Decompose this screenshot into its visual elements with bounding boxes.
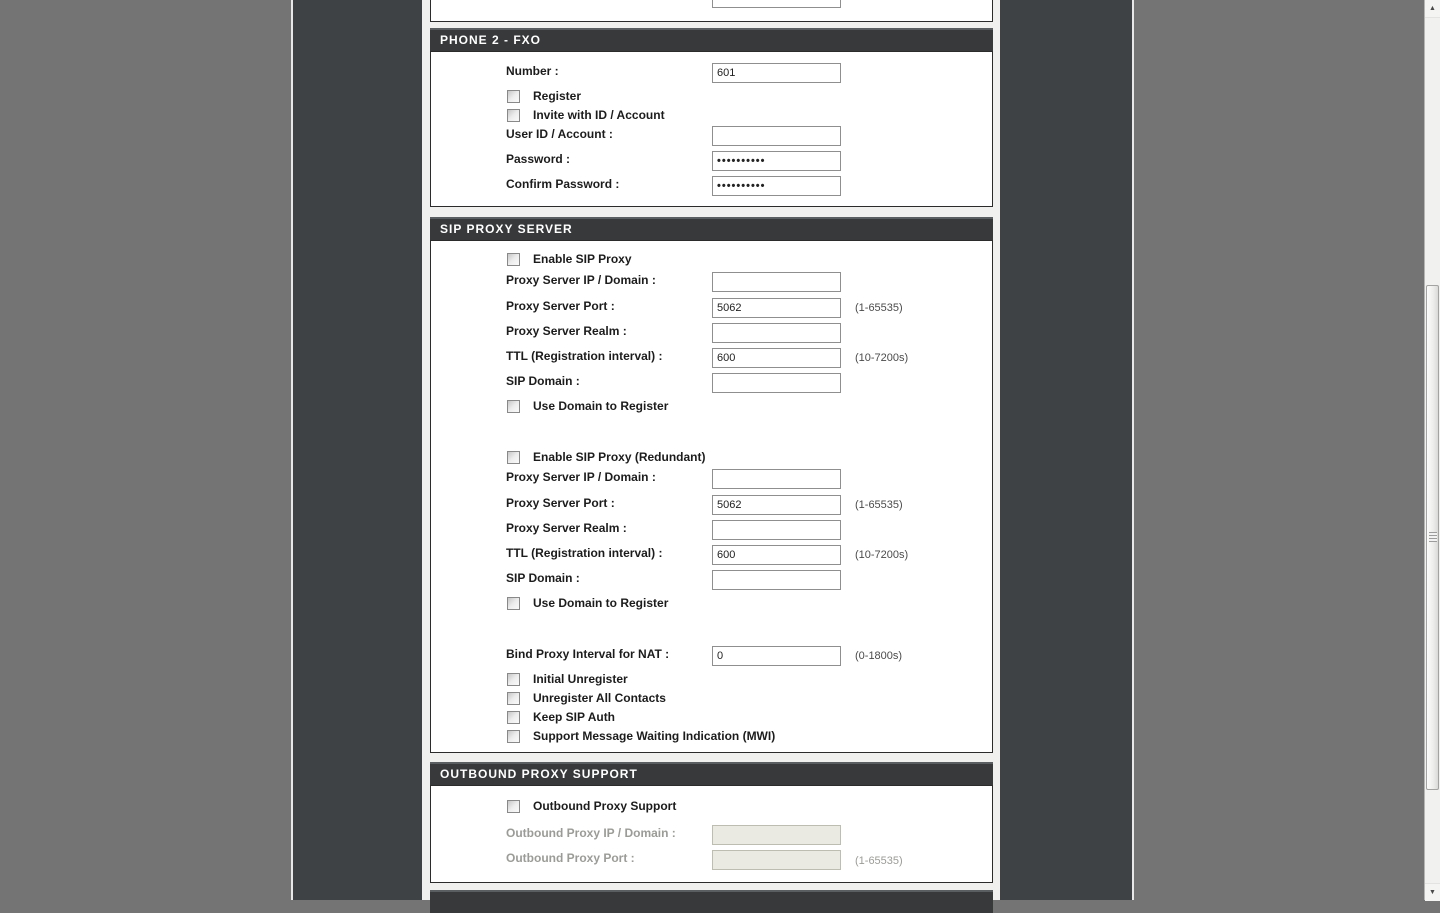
outbound-proxy-support-checkbox[interactable]	[507, 800, 520, 813]
partial-password-input[interactable]	[712, 0, 841, 8]
ttl-redundant-hint: (10-7200s)	[855, 549, 909, 561]
ttl-label: TTL (Registration interval) :	[506, 349, 663, 363]
ttl-hint: (10-7200s)	[855, 352, 909, 364]
proxy-realm-label: Proxy Server Realm :	[506, 324, 627, 338]
right-sidebar-panel	[1000, 0, 1132, 900]
number-input[interactable]	[712, 63, 841, 83]
proxy-ip-label: Proxy Server IP / Domain :	[506, 273, 656, 287]
page-right-edge	[1132, 0, 1134, 900]
enable-sip-proxy-redundant-checkbox[interactable]	[507, 451, 520, 464]
outbound-ip-label: Outbound Proxy IP / Domain :	[506, 826, 676, 840]
sip-domain-redundant-input[interactable]	[712, 570, 841, 590]
bind-proxy-interval-hint: (0-1800s)	[855, 650, 903, 662]
bind-proxy-interval-label: Bind Proxy Interval for NAT :	[506, 647, 670, 661]
next-section-header	[430, 890, 993, 913]
user-id-label: User ID / Account :	[506, 127, 613, 141]
proxy-realm-input[interactable]	[712, 323, 841, 343]
sip-domain-redundant-label: SIP Domain :	[506, 571, 580, 585]
vertical-scrollbar[interactable]	[1424, 0, 1440, 900]
initial-unregister-checkbox[interactable]	[507, 673, 520, 686]
scroll-up-arrow-icon: ▲	[1429, 5, 1436, 12]
invite-with-id-label: Invite with ID / Account	[533, 108, 665, 122]
password-input[interactable]	[712, 151, 841, 171]
keep-sip-auth-checkbox[interactable]	[507, 711, 520, 724]
proxy-port-input[interactable]	[712, 298, 841, 318]
ttl-input[interactable]	[712, 348, 841, 368]
sip-domain-label: SIP Domain :	[506, 374, 580, 388]
ttl-redundant-input[interactable]	[712, 545, 841, 565]
register-label: Register	[533, 89, 582, 103]
keep-sip-auth-label: Keep SIP Auth	[533, 710, 616, 724]
left-sidebar-panel	[293, 0, 422, 900]
invite-with-id-checkbox[interactable]	[507, 109, 520, 122]
proxy-ip-redundant-input[interactable]	[712, 469, 841, 489]
outbound-port-hint: (1-65535)	[855, 855, 903, 867]
scrollbar-grip-icon	[1429, 532, 1437, 542]
initial-unregister-label: Initial Unregister	[533, 672, 628, 686]
enable-sip-proxy-label: Enable SIP Proxy	[533, 252, 632, 266]
number-label: Number :	[506, 64, 559, 78]
outbound-ip-input	[712, 825, 841, 845]
outbound-proxy-support-label: Outbound Proxy Support	[533, 799, 677, 813]
outbound-proxy-section-header: OUTBOUND PROXY SUPPORT	[430, 762, 993, 785]
sip-domain-input[interactable]	[712, 373, 841, 393]
sip-proxy-section-header: SIP PROXY SERVER	[430, 217, 993, 240]
confirm-password-input[interactable]	[712, 176, 841, 196]
scroll-down-arrow-icon: ▼	[1429, 889, 1436, 896]
mwi-label: Support Message Waiting Indication (MWI)	[533, 729, 776, 743]
outbound-proxy-section	[430, 785, 993, 883]
password-label: Password :	[506, 152, 571, 166]
bind-proxy-interval-input[interactable]	[712, 646, 841, 666]
proxy-ip-redundant-label: Proxy Server IP / Domain :	[506, 470, 656, 484]
use-domain-register-redundant-checkbox[interactable]	[507, 597, 520, 610]
proxy-port-label: Proxy Server Port :	[506, 299, 615, 313]
enable-sip-proxy-checkbox[interactable]	[507, 253, 520, 266]
outbound-port-input	[712, 850, 841, 870]
user-id-input[interactable]	[712, 126, 841, 146]
sip-proxy-section	[430, 240, 993, 753]
proxy-ip-input[interactable]	[712, 272, 841, 292]
scroll-down-button[interactable]	[1425, 883, 1440, 901]
proxy-realm-redundant-input[interactable]	[712, 520, 841, 540]
use-domain-register-redundant-label: Use Domain to Register	[533, 596, 669, 610]
scroll-up-button[interactable]	[1425, 0, 1440, 18]
unregister-all-contacts-checkbox[interactable]	[507, 692, 520, 705]
use-domain-register-checkbox[interactable]	[507, 400, 520, 413]
proxy-port-redundant-label: Proxy Server Port :	[506, 496, 615, 510]
proxy-port-hint: (1-65535)	[855, 302, 903, 314]
mwi-checkbox[interactable]	[507, 730, 520, 743]
register-checkbox[interactable]	[507, 90, 520, 103]
use-domain-register-label: Use Domain to Register	[533, 399, 669, 413]
phone2-section	[430, 51, 993, 207]
confirm-password-label: Confirm Password :	[506, 177, 620, 191]
enable-sip-proxy-redundant-label: Enable SIP Proxy (Redundant)	[533, 450, 706, 464]
outbound-port-label: Outbound Proxy Port :	[506, 851, 635, 865]
partial-top-section	[430, 0, 993, 22]
proxy-port-redundant-hint: (1-65535)	[855, 499, 903, 511]
unregister-all-contacts-label: Unregister All Contacts	[533, 691, 666, 705]
proxy-port-redundant-input[interactable]	[712, 495, 841, 515]
ttl-redundant-label: TTL (Registration interval) :	[506, 546, 663, 560]
scrollbar-thumb[interactable]	[1426, 285, 1439, 790]
proxy-realm-redundant-label: Proxy Server Realm :	[506, 521, 627, 535]
phone2-section-header: PHONE 2 - FXO	[430, 28, 993, 51]
